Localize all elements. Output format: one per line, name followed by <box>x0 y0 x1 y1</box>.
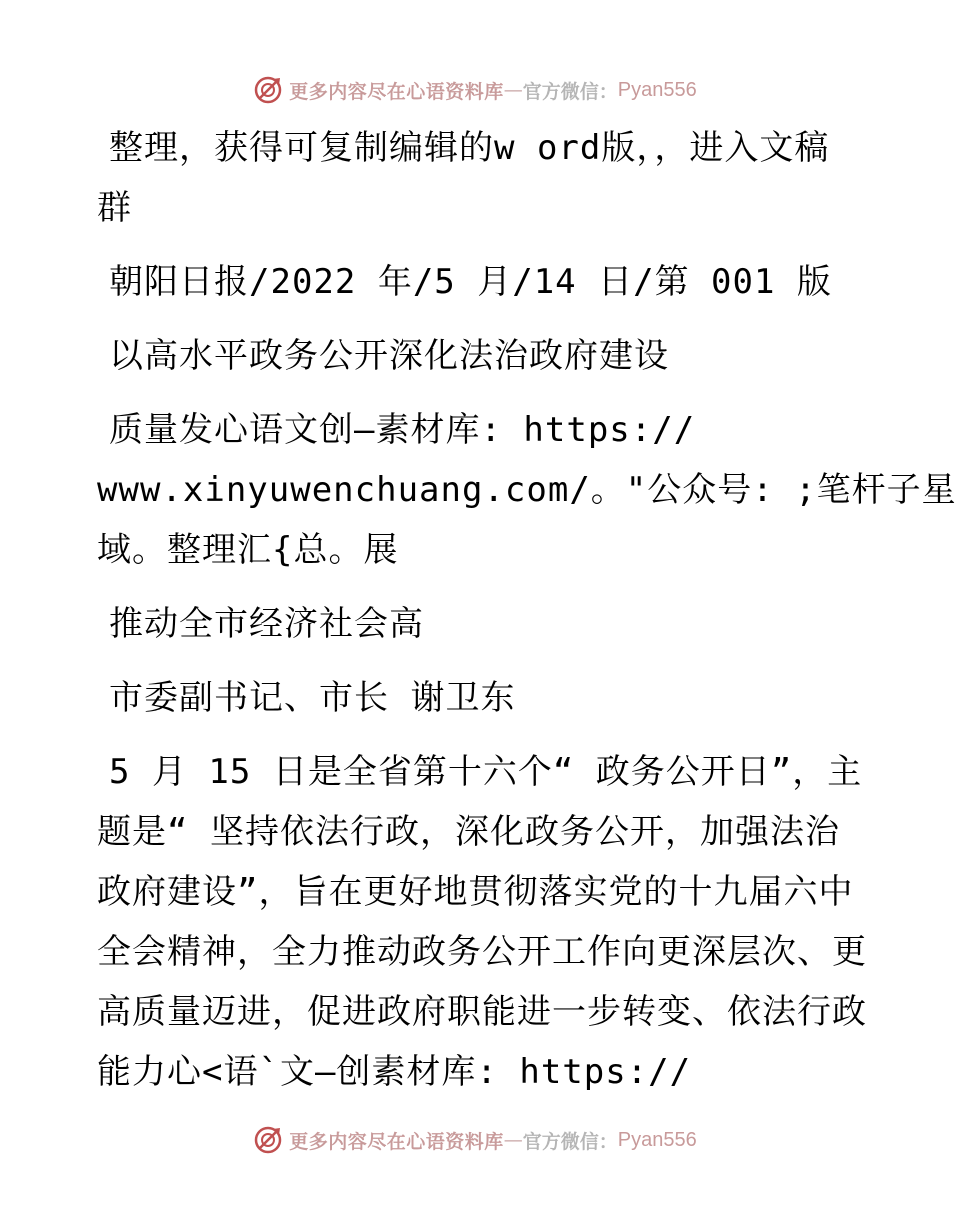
document-body <box>97 118 957 1102</box>
paragraph-line: 高质量迈进，促进政府职能进一步转变、依法行政 <box>97 992 867 1032</box>
paragraph-line: 5 月 15 日是全省第十六个“ 政务公开日”，主 <box>109 752 863 792</box>
quill-seal-icon <box>253 1125 283 1155</box>
paragraph-line: 政府建设”，旨在更好地贯彻落实党的十九届六中 <box>97 872 854 912</box>
article-title: 以高水平政务公开深化法治政府建设 <box>109 336 669 376</box>
banner-label: 官方微信： <box>522 1130 618 1153</box>
banner-separator: — <box>503 79 523 101</box>
paragraph-line: 域。整理汇{总。展 <box>97 530 399 570</box>
banner-wechat-id: Pyan556 <box>617 78 697 101</box>
paragraph-line: 整理，获得可复制编辑的w ord版，，进入文稿 <box>109 128 830 168</box>
paragraph-line: 推动全市经济社会高 <box>109 604 424 644</box>
publication-line: 朝阳日报/2022 年/5 月/14 日/第 001 版 <box>109 262 832 302</box>
paragraph-line: 质量发心语文创—素材库: https:// <box>109 410 696 450</box>
banner-main-text: 更多内容尽在心语资料库 <box>289 80 504 103</box>
banner-wechat-id: Pyan556 <box>617 1128 697 1151</box>
header-banner <box>0 70 950 110</box>
paragraph-line: 题是“ 坚持依法行政，深化政务公开，加强法治 <box>97 812 840 852</box>
paragraph-line: 群 <box>97 188 132 228</box>
banner-main-text: 更多内容尽在心语资料库 <box>289 1130 504 1153</box>
author-byline: 市委副书记、市长 谢卫东 <box>109 678 516 718</box>
paragraph-line: 全会精神，全力推动政务公开工作向更深层次、更 <box>97 932 867 972</box>
quill-seal-icon <box>253 75 283 105</box>
footer-banner <box>0 1120 950 1160</box>
banner-separator: — <box>503 1129 523 1151</box>
banner-label: 官方微信： <box>522 80 618 103</box>
paragraph-line: www.xinyuwenchuang.com/。"公众号: ;笔杆子星 <box>97 470 957 510</box>
paragraph-line: 能力心<语`文—创素材库: https:// <box>97 1052 692 1092</box>
